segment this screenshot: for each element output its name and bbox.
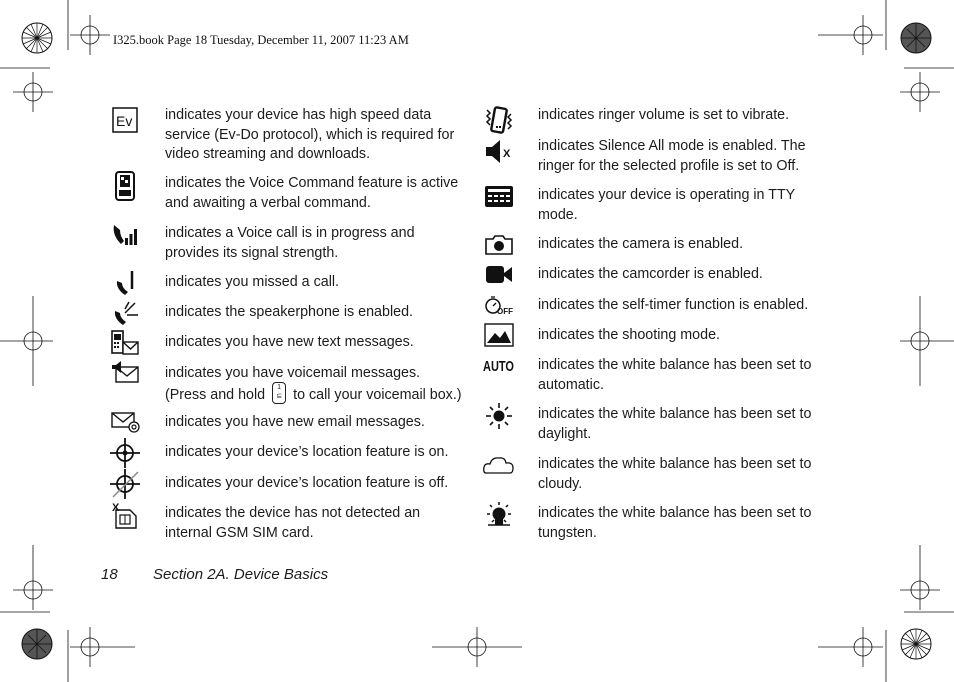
svg-text:X: X [503, 148, 511, 160]
item-description: indicates you missed a call. [165, 274, 340, 290]
voice-command-icon [110, 171, 140, 201]
item-description: indicates your device has high speed data service (Ev-Do protocol), which is required for video streaming and downloads. [165, 107, 455, 162]
auto-label: AUTO [483, 358, 515, 375]
location-on-icon [110, 438, 140, 468]
ev-do-icon [110, 107, 140, 137]
item-description: indicates the self-timer function is enabled. [538, 297, 809, 313]
key-1-icon [272, 382, 286, 404]
voicemail-text-start: indicates you have voicemail messages. (Press and hold [165, 365, 421, 403]
item-description: indicates you have new email messages. [165, 414, 425, 430]
item-description: indicates the speakerphone is enabled. [165, 304, 413, 320]
item-description: indicates your device is operating in TTY mode. [538, 187, 795, 223]
item-description: indicates ringer volume is set to vibrate. [538, 107, 790, 123]
no-sim-icon [110, 500, 140, 530]
print-header: I325.book Page 18 Tuesday, December 11, 2007 11:23 AM [113, 33, 409, 47]
voicemail-text-end: to call your voicemail box.) [293, 386, 462, 403]
self-timer-off-label: OFF [497, 307, 513, 316]
item-description: indicates Silence All mode is enabled. The ringer for the selected profile is set to Off. [538, 138, 806, 174]
email-icon [110, 411, 140, 441]
key-label-top: 1 [277, 383, 282, 391]
item-description [165, 364, 465, 406]
page-number: 18 [101, 566, 118, 583]
location-off-icon [110, 469, 140, 499]
item-description: indicates the Voice Command feature is active and awaiting a verbal command. [165, 175, 459, 211]
item-description: indicates your device’s location feature is on. [165, 444, 449, 460]
item-description: indicates the white balance has been set to automatic. [538, 357, 812, 393]
tungsten-icon [484, 501, 514, 531]
svg-text:Ev: Ev [116, 113, 133, 129]
tty-icon [484, 185, 514, 215]
section-title: Section 2A. Device Basics [153, 566, 329, 583]
shooting-mode-icon [484, 323, 514, 353]
missed-call-icon [110, 269, 140, 299]
cloudy-icon [484, 454, 514, 484]
item-description: indicates your device’s location feature is off. [165, 475, 449, 491]
item-description: indicates the white balance has been set to tungsten. [538, 505, 812, 541]
item-description: indicates the camera is enabled. [538, 236, 744, 252]
text-message-icon [110, 330, 140, 360]
key-label-bottom: ⊆ [276, 392, 283, 400]
silence-all-icon [484, 139, 514, 169]
vibrate-icon [484, 106, 514, 136]
item-description: indicates the shooting mode. [538, 327, 721, 343]
camcorder-icon [484, 264, 514, 294]
camera-icon [484, 234, 514, 264]
voice-call-signal-icon [110, 221, 140, 251]
item-description: indicates the device has not detected an internal GSM SIM card. [165, 505, 421, 541]
item-description: indicates the camcorder is enabled. [538, 266, 763, 282]
item-description: indicates you have new text messages. [165, 334, 414, 350]
auto-white-balance-icon [484, 355, 514, 385]
svg-text:X: X [112, 502, 120, 514]
daylight-icon [484, 401, 514, 431]
item-description: indicates the white balance has been set to cloudy. [538, 456, 812, 492]
voicemail-icon [110, 361, 140, 391]
self-timer-off-icon [484, 294, 514, 324]
item-description: indicates a Voice call is in progress and provides its signal strength. [165, 225, 415, 261]
item-description: indicates the white balance has been set to daylight. [538, 406, 812, 442]
speakerphone-icon [110, 299, 140, 329]
